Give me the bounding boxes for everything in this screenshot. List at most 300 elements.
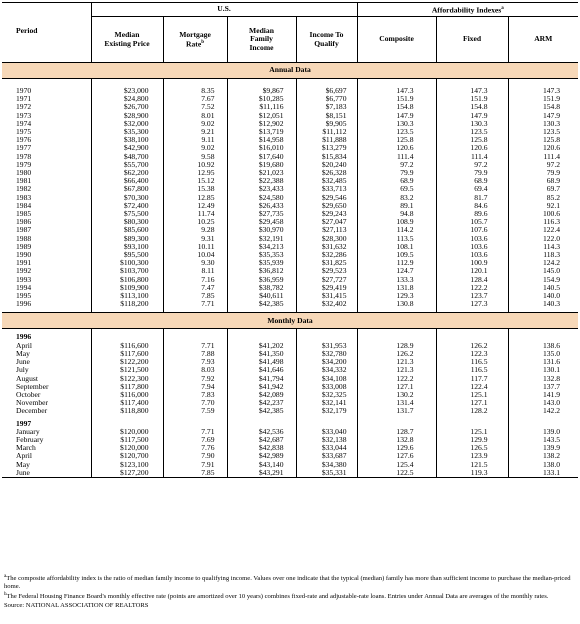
fixed-cell: 97.2 bbox=[436, 161, 508, 169]
mortgage-rate-cell: 9.30 bbox=[163, 259, 227, 267]
fixed-cell: 69.4 bbox=[436, 185, 508, 193]
mortgage-rate-cell: 7.71 bbox=[163, 428, 227, 436]
mortgage-rate-cell: 7.90 bbox=[163, 452, 227, 460]
year-group-row bbox=[2, 333, 578, 341]
median-income-cell: $42,838 bbox=[227, 444, 296, 452]
fixed-cell: 154.8 bbox=[436, 103, 508, 111]
composite-cell: 132.8 bbox=[357, 436, 436, 444]
composite-cell: 131.7 bbox=[357, 407, 436, 415]
arm-cell: 145.0 bbox=[542, 266, 561, 276]
period-cell: 1990 bbox=[2, 251, 91, 259]
mortgage-rate-cell: 9.21 bbox=[163, 128, 227, 136]
median-price-cell: $32,000 bbox=[91, 120, 163, 128]
mortgage-rate-cell: 7.88 bbox=[163, 350, 227, 358]
footnote-b: $^b$The Federal Housing Finance Board's monthly effective rate (points are amortized over 10 years) combines fixed-rate and adjustable-rate loans. Entries under Annual Data are averages of the monthly rates. bbox=[4, 592, 549, 601]
empty-cell bbox=[163, 420, 227, 428]
table-row bbox=[2, 251, 578, 259]
fixed-cell: 127.3 bbox=[436, 300, 508, 308]
composite-cell: 83.2 bbox=[357, 194, 436, 202]
period-cell: 1989 bbox=[2, 243, 91, 251]
arm-cell: 123.5 bbox=[542, 127, 561, 137]
mortgage-rate-cell: 8.01 bbox=[163, 112, 227, 120]
median-income-cell: $23,433 bbox=[227, 185, 296, 193]
composite-cell: 127.1 bbox=[357, 383, 436, 391]
median-price-cell: $117,400 bbox=[91, 399, 163, 407]
mortgage-rate-cell: 8.11 bbox=[163, 267, 227, 275]
period-cell: 1992 bbox=[2, 267, 91, 275]
period-cell: 1988 bbox=[2, 235, 91, 243]
period-cell: 1996 bbox=[2, 300, 91, 308]
median-price-cell: $24,800 bbox=[91, 95, 163, 103]
mortgage-rate-cell: 7.52 bbox=[163, 103, 227, 111]
median-income-cell: $42,385 bbox=[227, 407, 296, 415]
composite-cell: 147.3 bbox=[357, 87, 436, 95]
table-row bbox=[2, 218, 578, 226]
mortgage-rate-cell: 7.47 bbox=[163, 284, 227, 292]
period-cell: 1991 bbox=[2, 259, 91, 267]
table-row bbox=[2, 226, 578, 234]
income-to-qualify-cell: $27,047 bbox=[296, 218, 357, 226]
median-income-cell: $36,959 bbox=[227, 276, 296, 284]
period-cell: April bbox=[2, 452, 91, 460]
fixed-cell: 122.4 bbox=[436, 383, 508, 391]
fixed-cell: 103.6 bbox=[436, 251, 508, 259]
median-income-cell: $26,433 bbox=[227, 202, 296, 210]
data-table bbox=[2, 2, 578, 478]
arm-cell: 130.3 bbox=[542, 118, 561, 128]
fixed-cell: 105.7 bbox=[436, 218, 508, 226]
median-price-cell: $106,800 bbox=[91, 276, 163, 284]
income-to-qualify-cell: $8,151 bbox=[296, 112, 357, 120]
period-cell: 1983 bbox=[2, 194, 91, 202]
income-to-qualify-cell: $33,713 bbox=[296, 185, 357, 193]
median-price-cell: $118,200 bbox=[91, 300, 163, 308]
mortgage-rate-cell: 7.71 bbox=[163, 300, 227, 308]
composite-cell: 124.7 bbox=[357, 267, 436, 275]
mortgage-rate-cell: 12.95 bbox=[163, 169, 227, 177]
arm-cell: 140.3 bbox=[542, 299, 561, 309]
composite-cell: 121.3 bbox=[357, 366, 436, 374]
fixed-cell: 119.3 bbox=[436, 469, 508, 478]
mortgage-rate-header: Mortgage Rate$^b$ bbox=[163, 17, 227, 63]
arm-cell: 147.3 bbox=[542, 86, 561, 95]
composite-cell: 79.9 bbox=[357, 169, 436, 177]
fixed-cell: 120.1 bbox=[436, 267, 508, 275]
arm-cell: 125.8 bbox=[542, 135, 561, 145]
arm-cell: 138.0 bbox=[542, 459, 561, 469]
income-to-qualify-cell: $32,179 bbox=[296, 407, 357, 415]
composite-cell: 125.8 bbox=[357, 136, 436, 144]
table-row bbox=[2, 300, 578, 308]
arm-cell: 143.5 bbox=[542, 434, 561, 444]
table-row bbox=[2, 243, 578, 251]
income-to-qualify-cell: $32,138 bbox=[296, 436, 357, 444]
income-to-qualify-cell: $27,113 bbox=[296, 226, 357, 234]
fixed-cell: 123.7 bbox=[436, 292, 508, 300]
income-to-qualify-cell: $32,780 bbox=[296, 350, 357, 358]
arm-cell: 118.3 bbox=[543, 250, 561, 260]
income-to-qualify-cell: $31,632 bbox=[296, 243, 357, 251]
median-income-cell: $43,140 bbox=[227, 461, 296, 469]
table-row bbox=[2, 136, 578, 144]
fixed-cell: 123.9 bbox=[436, 452, 508, 460]
empty-cell bbox=[163, 333, 227, 341]
fixed-cell: 100.9 bbox=[436, 259, 508, 267]
income-to-qualify-cell: $33,044 bbox=[296, 444, 357, 452]
median-income-cell: $43,291 bbox=[227, 469, 296, 478]
median-price-cell: $113,100 bbox=[91, 292, 163, 300]
mortgage-rate-cell: 11.74 bbox=[163, 210, 227, 218]
table-row bbox=[2, 259, 578, 267]
composite-cell: 120.6 bbox=[357, 144, 436, 152]
median-price-cell: $38,100 bbox=[91, 136, 163, 144]
composite-cell: 131.8 bbox=[357, 284, 436, 292]
income-to-qualify-cell: $31,415 bbox=[296, 292, 357, 300]
fixed-cell: 121.5 bbox=[436, 461, 508, 469]
fixed-cell: 116.5 bbox=[436, 358, 508, 366]
income-to-qualify-cell: $29,243 bbox=[296, 210, 357, 218]
composite-cell: 128.7 bbox=[357, 428, 436, 436]
income-to-qualify-cell: $6,770 bbox=[296, 95, 357, 103]
period-cell: 1981 bbox=[2, 177, 91, 185]
median-income-cell: $30,970 bbox=[227, 226, 296, 234]
median-price-cell: $42,900 bbox=[91, 144, 163, 152]
median-income-cell: $32,191 bbox=[227, 235, 296, 243]
period-cell: 1970 bbox=[2, 87, 91, 95]
income-to-qualify-cell: $29,650 bbox=[296, 202, 357, 210]
fixed-cell: 81.7 bbox=[436, 194, 508, 202]
fixed-cell: 103.6 bbox=[436, 243, 508, 251]
table-row bbox=[2, 161, 578, 169]
income-to-qualify-cell: $11,112 bbox=[296, 128, 357, 136]
year-label: 1996 bbox=[2, 333, 91, 341]
mortgage-rate-cell: 7.94 bbox=[163, 383, 227, 391]
composite-cell: 151.9 bbox=[357, 95, 436, 103]
arm-cell: 69.7 bbox=[546, 184, 561, 194]
table-row bbox=[2, 144, 578, 152]
income-to-qualify-cell: $28,300 bbox=[296, 235, 357, 243]
income-to-qualify-cell: $26,328 bbox=[296, 169, 357, 177]
median-income-cell: $21,023 bbox=[227, 169, 296, 177]
median-price-cell: $122,200 bbox=[91, 358, 163, 366]
period-cell: 1987 bbox=[2, 226, 91, 234]
median-income-cell: $41,942 bbox=[227, 383, 296, 391]
arm-cell: 124.2 bbox=[542, 258, 561, 268]
median-price-cell: $93,100 bbox=[91, 243, 163, 251]
period-cell: March bbox=[2, 444, 91, 452]
us-group-header: U.S. bbox=[91, 3, 357, 17]
arm-cell: 133.1 bbox=[508, 469, 578, 478]
period-cell: April bbox=[2, 342, 91, 350]
table-row bbox=[2, 169, 578, 177]
composite-cell: 94.8 bbox=[357, 210, 436, 218]
mortgage-rate-cell: 7.76 bbox=[163, 444, 227, 452]
composite-cell: 133.3 bbox=[357, 276, 436, 284]
period-cell: 1976 bbox=[2, 136, 91, 144]
median-price-cell: $122,300 bbox=[91, 375, 163, 383]
table-row bbox=[2, 399, 578, 407]
median-price-cell: $48,700 bbox=[91, 153, 163, 161]
period-cell: 1978 bbox=[2, 153, 91, 161]
composite-cell: 127.6 bbox=[357, 452, 436, 460]
fixed-cell: 151.9 bbox=[436, 95, 508, 103]
fixed-cell: 107.6 bbox=[436, 226, 508, 234]
income-to-qualify-cell: $31,953 bbox=[296, 342, 357, 350]
income-to-qualify-cell: $13,279 bbox=[296, 144, 357, 152]
table-row bbox=[2, 276, 578, 284]
table-row bbox=[2, 350, 578, 358]
fixed-cell: 116.5 bbox=[436, 366, 508, 374]
median-price-cell: $103,700 bbox=[91, 267, 163, 275]
table-row bbox=[2, 469, 578, 478]
median-price-cell: $117,800 bbox=[91, 383, 163, 391]
composite-cell: 68.9 bbox=[357, 177, 436, 185]
income-to-qualify-cell: $31,825 bbox=[296, 259, 357, 267]
arm-cell: 138.6 bbox=[542, 340, 561, 350]
period-header: Period bbox=[2, 3, 91, 63]
fixed-header: Fixed bbox=[436, 17, 508, 63]
median-income-cell: $34,213 bbox=[227, 243, 296, 251]
arm-cell: 138.2 bbox=[542, 451, 561, 461]
composite-cell: 108.1 bbox=[357, 243, 436, 251]
fixed-cell: 128.2 bbox=[436, 407, 508, 415]
median-income-cell: $19,680 bbox=[227, 161, 296, 169]
arm-cell: 111.4 bbox=[543, 151, 561, 161]
fixed-cell: 129.9 bbox=[436, 436, 508, 444]
fixed-cell: 120.6 bbox=[436, 144, 508, 152]
mortgage-rate-cell: 10.04 bbox=[163, 251, 227, 259]
fixed-cell: 89.6 bbox=[436, 210, 508, 218]
composite-cell: 126.2 bbox=[357, 350, 436, 358]
median-price-cell: $28,900 bbox=[91, 112, 163, 120]
arm-cell: 120.6 bbox=[542, 143, 561, 153]
median-income-cell: $40,611 bbox=[227, 292, 296, 300]
fixed-cell: 147.3 bbox=[436, 87, 508, 95]
period-cell: 1975 bbox=[2, 128, 91, 136]
arm-cell: 122.4 bbox=[542, 225, 561, 235]
arm-cell: 79.9 bbox=[546, 168, 561, 178]
mortgage-rate-cell: 9.02 bbox=[163, 144, 227, 152]
income-to-qualify-cell: $34,380 bbox=[296, 461, 357, 469]
income-to-qualify-cell: $32,141 bbox=[296, 399, 357, 407]
table-row bbox=[2, 358, 578, 366]
median-income-cell: $42,385 bbox=[227, 300, 296, 308]
median-income-cell: $35,939 bbox=[227, 259, 296, 267]
income-to-qualify-cell: $7,183 bbox=[296, 103, 357, 111]
table-row bbox=[2, 128, 578, 136]
mortgage-rate-cell: 7.69 bbox=[163, 436, 227, 444]
arm-cell: 131.6 bbox=[542, 357, 561, 367]
arm-cell: 100.6 bbox=[542, 209, 561, 219]
table-row bbox=[2, 210, 578, 218]
median-price-cell: $55,700 bbox=[91, 161, 163, 169]
composite-cell: 130.8 bbox=[357, 300, 436, 308]
median-price-cell: $123,100 bbox=[91, 461, 163, 469]
median-price-cell: $23,000 bbox=[91, 87, 163, 95]
year-label: 1997 bbox=[2, 420, 91, 428]
income-to-qualify-cell: $32,286 bbox=[296, 251, 357, 259]
mortgage-rate-cell: 15.12 bbox=[163, 177, 227, 185]
table-row bbox=[2, 407, 578, 415]
table-row bbox=[2, 120, 578, 128]
arm-cell: 147.9 bbox=[542, 110, 561, 120]
table-row bbox=[2, 185, 578, 193]
period-cell: 1995 bbox=[2, 292, 91, 300]
median-price-cell: $72,400 bbox=[91, 202, 163, 210]
median-price-cell: $67,800 bbox=[91, 185, 163, 193]
period-cell: June bbox=[2, 469, 91, 478]
income-to-qualify-cell: $11,888 bbox=[296, 136, 357, 144]
mortgage-rate-cell: 7.71 bbox=[163, 342, 227, 350]
period-cell: August bbox=[2, 375, 91, 383]
income-to-qualify-cell: $29,546 bbox=[296, 194, 357, 202]
median-price-cell: $121,500 bbox=[91, 366, 163, 374]
period-cell: June bbox=[2, 358, 91, 366]
composite-cell: 129.6 bbox=[357, 444, 436, 452]
mortgage-rate-cell: 10.92 bbox=[163, 161, 227, 169]
median-price-cell: $118,800 bbox=[91, 407, 163, 415]
arm-cell: 92.1 bbox=[546, 200, 561, 210]
income-to-qualify-cell: $33,687 bbox=[296, 452, 357, 460]
period-cell: May bbox=[2, 461, 91, 469]
median-price-cell: $117,600 bbox=[91, 350, 163, 358]
period-cell: 1972 bbox=[2, 103, 91, 111]
mortgage-rate-cell: 7.93 bbox=[163, 358, 227, 366]
income-to-qualify-cell: $35,331 bbox=[296, 469, 357, 478]
fixed-cell: 125.1 bbox=[436, 391, 508, 399]
mortgage-rate-cell: 7.85 bbox=[163, 469, 227, 478]
fixed-cell: 68.9 bbox=[436, 177, 508, 185]
fixed-cell: 111.4 bbox=[436, 153, 508, 161]
period-cell: May bbox=[2, 350, 91, 358]
median-income-cell: $42,089 bbox=[227, 391, 296, 399]
median-price-cell: $62,200 bbox=[91, 169, 163, 177]
mortgage-rate-cell: 10.11 bbox=[163, 243, 227, 251]
period-cell: 1977 bbox=[2, 144, 91, 152]
composite-cell: 130.3 bbox=[357, 120, 436, 128]
median-price-cell: $75,500 bbox=[91, 210, 163, 218]
median-income-cell: $41,350 bbox=[227, 350, 296, 358]
table-row bbox=[2, 235, 578, 243]
period-cell: 1974 bbox=[2, 120, 91, 128]
median-income-cell: $41,202 bbox=[227, 342, 296, 350]
mortgage-rate-cell: 7.70 bbox=[163, 399, 227, 407]
fixed-cell: 127.1 bbox=[436, 399, 508, 407]
period-cell: 1971 bbox=[2, 95, 91, 103]
table-row bbox=[2, 342, 578, 350]
arm-cell: 132.8 bbox=[542, 373, 561, 383]
period-cell: February bbox=[2, 436, 91, 444]
fixed-cell: 126.2 bbox=[436, 342, 508, 350]
arm-cell: 122.0 bbox=[542, 233, 561, 243]
period-cell: 1993 bbox=[2, 276, 91, 284]
fixed-cell: 128.4 bbox=[436, 276, 508, 284]
mortgage-rate-cell: 7.59 bbox=[163, 407, 227, 415]
median-income-cell: $9,867 bbox=[227, 87, 296, 95]
mortgage-rate-cell: 12.49 bbox=[163, 202, 227, 210]
median-income-cell: $14,958 bbox=[227, 136, 296, 144]
mortgage-rate-cell: 10.25 bbox=[163, 218, 227, 226]
period-cell: October bbox=[2, 391, 91, 399]
composite-cell: 130.2 bbox=[357, 391, 436, 399]
fixed-cell: 126.5 bbox=[436, 444, 508, 452]
mortgage-rate-cell: 9.31 bbox=[163, 235, 227, 243]
period-cell: 1979 bbox=[2, 161, 91, 169]
composite-cell: 125.4 bbox=[357, 461, 436, 469]
table-row bbox=[2, 436, 578, 444]
table-row bbox=[2, 452, 578, 460]
fixed-cell: 125.1 bbox=[436, 428, 508, 436]
period-cell: November bbox=[2, 399, 91, 407]
mortgage-rate-cell: 12.85 bbox=[163, 194, 227, 202]
table-row bbox=[2, 444, 578, 452]
annual-data-banner: Annual Data bbox=[2, 63, 578, 79]
mortgage-rate-cell: 7.16 bbox=[163, 276, 227, 284]
median-income-cell: $27,735 bbox=[227, 210, 296, 218]
table-row bbox=[2, 366, 578, 374]
monthly-data-banner: Monthly Data bbox=[2, 313, 578, 329]
fixed-cell: 147.9 bbox=[436, 112, 508, 120]
table-row bbox=[2, 383, 578, 391]
median-price-cell: $117,500 bbox=[91, 436, 163, 444]
median-price-header: Median Existing Price bbox=[91, 17, 163, 63]
median-income-cell: $13,719 bbox=[227, 128, 296, 136]
composite-cell: 89.1 bbox=[357, 202, 436, 210]
composite-header: Composite bbox=[357, 17, 436, 63]
median-price-cell: $127,200 bbox=[91, 469, 163, 478]
composite-cell: 128.9 bbox=[357, 342, 436, 350]
arm-cell: 130.1 bbox=[542, 365, 561, 375]
mortgage-rate-cell: 9.28 bbox=[163, 226, 227, 234]
composite-cell: 97.2 bbox=[357, 161, 436, 169]
median-income-cell: $41,794 bbox=[227, 375, 296, 383]
fixed-cell: 103.6 bbox=[436, 235, 508, 243]
composite-cell: 114.2 bbox=[357, 226, 436, 234]
arm-header: ARM bbox=[508, 17, 578, 63]
arm-cell: 139.9 bbox=[542, 443, 561, 453]
table-row bbox=[2, 112, 578, 120]
table-row bbox=[2, 194, 578, 202]
arm-cell: 154.9 bbox=[542, 274, 561, 284]
composite-cell: 109.5 bbox=[357, 251, 436, 259]
table-row bbox=[2, 428, 578, 436]
income-to-qualify-cell: $34,332 bbox=[296, 366, 357, 374]
median-income-cell: $17,640 bbox=[227, 153, 296, 161]
period-cell: 1984 bbox=[2, 202, 91, 210]
income-to-qualify-cell: $32,485 bbox=[296, 177, 357, 185]
composite-cell: 147.9 bbox=[357, 112, 436, 120]
arm-cell: 97.2 bbox=[546, 159, 561, 169]
mortgage-rate-cell: 9.11 bbox=[163, 136, 227, 144]
composite-cell: 111.4 bbox=[357, 153, 436, 161]
mortgage-rate-cell: 8.03 bbox=[163, 366, 227, 374]
affordability-group-header: Affordability Indexes$^a$ bbox=[357, 3, 578, 17]
table-row bbox=[2, 103, 578, 111]
mortgage-rate-cell: 15.38 bbox=[163, 185, 227, 193]
mortgage-rate-cell: 7.92 bbox=[163, 375, 227, 383]
income-to-qualify-cell: $34,200 bbox=[296, 358, 357, 366]
median-price-cell: $89,300 bbox=[91, 235, 163, 243]
income-to-qualify-cell: $33,008 bbox=[296, 383, 357, 391]
income-to-qualify-cell: $6,697 bbox=[296, 87, 357, 95]
income-to-qualify-header: Income To Qualify bbox=[296, 17, 357, 63]
arm-cell: 137.7 bbox=[542, 381, 561, 391]
income-to-qualify-cell: $34,108 bbox=[296, 375, 357, 383]
footnote-a: $^a$The composite affordability index is the ratio of median family income to qualifying income. Values over one indicate that the typical (median) family has more than sufficient income to purchase the median-priced home. bbox=[4, 574, 571, 591]
arm-cell: 143.0 bbox=[542, 398, 561, 408]
mortgage-rate-cell: 7.91 bbox=[163, 461, 227, 469]
median-income-cell: $42,237 bbox=[227, 399, 296, 407]
